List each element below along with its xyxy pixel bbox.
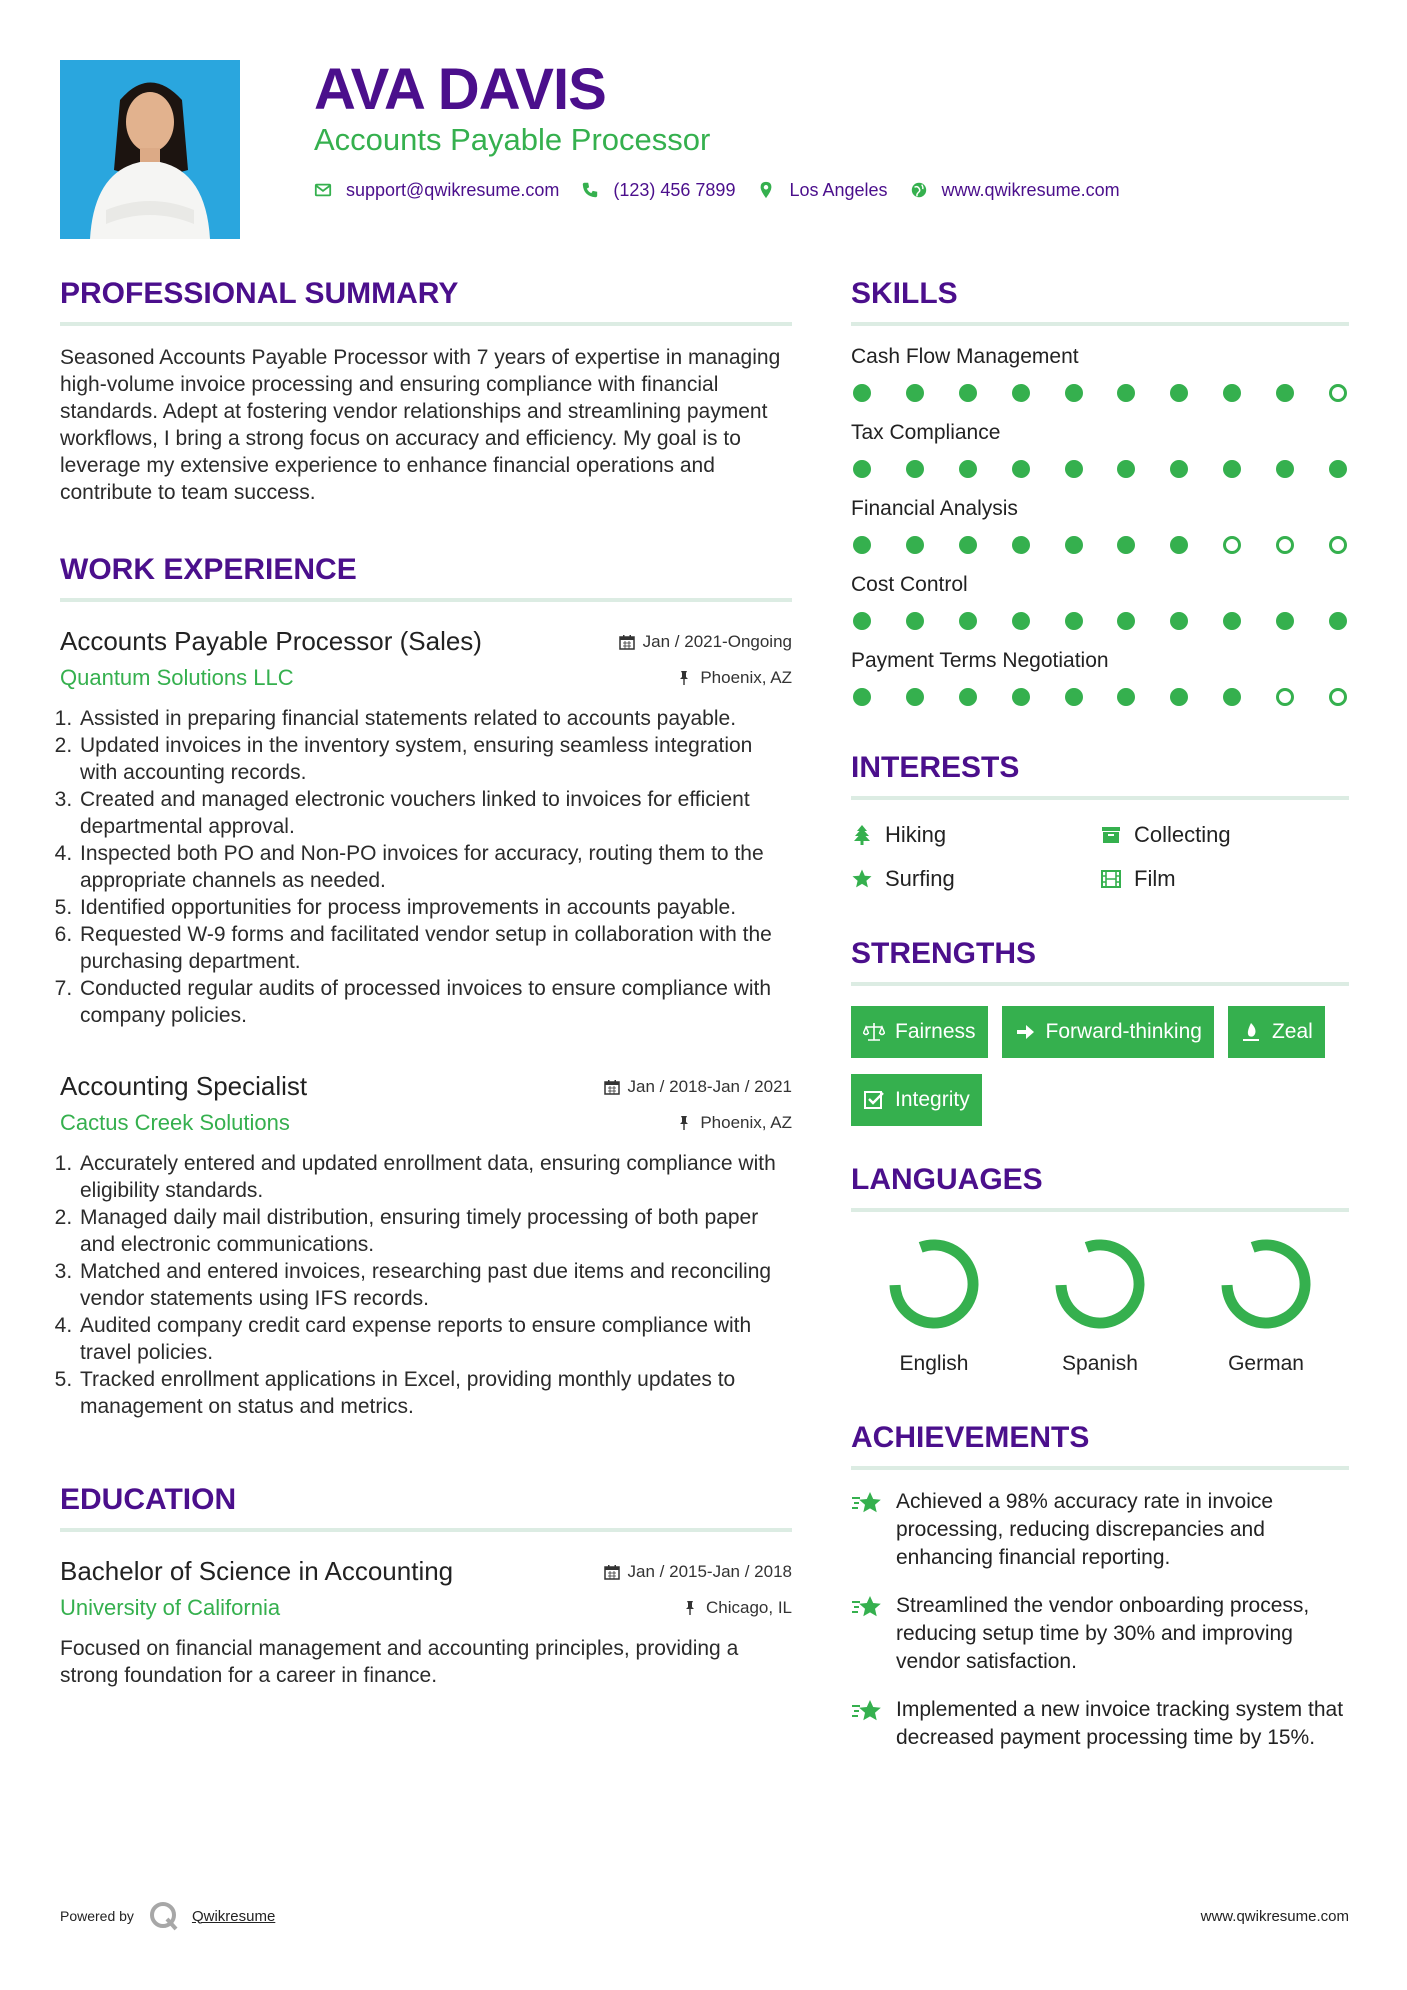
summary-text: Seasoned Accounts Payable Processor with 7 years of expertise in managing high-volume invoice processing and ensuring compliance with financial standards. Adept at fostering vendor relationships and streamlining payment workflows, I bring a strong focus on accuracy and efficiency. My goal is to leverage my extensive experience to enhance financial operations and contribute to team success. (60, 346, 781, 504)
job-location (676, 1113, 792, 1133)
rating-dot-filled (853, 688, 871, 706)
balance-scale-icon (863, 1021, 885, 1043)
rating-dot-filled (1223, 688, 1241, 706)
language-ring-arc (884, 1234, 984, 1334)
strength-tag (1228, 1006, 1325, 1058)
strength-tag (851, 1006, 988, 1058)
company-name: Quantum Solutions LLC (60, 665, 294, 690)
education-entry (60, 1556, 792, 1689)
tree-icon (851, 824, 873, 846)
rating-dot-filled (853, 612, 871, 630)
calendar-icon (604, 1564, 620, 1580)
qwikresume-logo-icon (148, 1900, 180, 1932)
contact-email[interactable] (314, 180, 559, 201)
skill-item (851, 344, 1349, 402)
rating-dot-filled (1329, 460, 1347, 478)
rating-dot-filled (906, 688, 924, 706)
rating-dot-empty (1329, 384, 1347, 402)
duty-list (60, 1150, 792, 1420)
rating-dot-filled (959, 612, 977, 630)
contact-phone[interactable] (581, 180, 735, 201)
job-title: Accounting Specialist (60, 1071, 308, 1101)
language-name: English (899, 1352, 969, 1375)
skill-name: Cash Flow Management (851, 345, 1079, 368)
duty-list (60, 705, 792, 1029)
education-heading: EDUCATION (60, 1476, 792, 1532)
achievement-item (851, 1488, 1349, 1572)
duty-item: 2. Managed daily mail distribution, ensuring timely processing of both paper and electronic communications. (78, 1204, 792, 1258)
rating-dot-filled (853, 536, 871, 554)
achievement-text: Achieved a 98% accuracy rate in invoice processing, reducing discrepancies and enhancing financial reporting. (896, 1490, 1274, 1569)
arrow-right-icon (1014, 1021, 1036, 1043)
candidate-name: AVA DAVIS (314, 57, 606, 122)
duty-item: 1. Accurately entered and updated enrollment data, ensuring compliance with eligibility standards. (78, 1150, 792, 1204)
job-dates-text: Jan / 2018-Jan / 2021 (627, 1077, 792, 1096)
achievements-section (851, 1414, 1349, 1752)
education-dates (604, 1562, 792, 1582)
rating-dot-filled (1117, 384, 1135, 402)
rating-dot-filled (1170, 612, 1188, 630)
skill-name: Cost Control (851, 573, 968, 596)
envelope-icon (314, 181, 332, 199)
language-item (851, 1234, 1017, 1376)
rating-dot-filled (1012, 612, 1030, 630)
skill-item (851, 496, 1349, 554)
rating-dot-filled (906, 612, 924, 630)
interest-item (851, 866, 1100, 892)
skill-rating (851, 536, 1349, 554)
rating-dot-filled (906, 536, 924, 554)
interests-heading: INTERESTS (851, 744, 1349, 800)
job-entry-1 (60, 626, 792, 1029)
rating-dot-filled (1117, 460, 1135, 478)
profile-photo (60, 60, 240, 239)
candidate-role: Accounts Payable Processor (314, 122, 711, 157)
rating-dot-filled (1117, 612, 1135, 630)
skill-rating (851, 460, 1349, 478)
rating-dot-filled (906, 384, 924, 402)
rating-dot-filled (1329, 612, 1347, 630)
rating-dot-filled (1170, 460, 1188, 478)
strength-label: Forward-thinking (1045, 1020, 1202, 1043)
rating-dot-filled (1012, 460, 1030, 478)
skill-item (851, 572, 1349, 630)
skills-heading: SKILLS (851, 270, 1349, 326)
strengths-list (851, 1006, 1349, 1126)
skill-name: Financial Analysis (851, 497, 1018, 520)
rating-dot-empty (1223, 536, 1241, 554)
interest-item (1100, 866, 1349, 892)
contact-bar (314, 178, 1142, 202)
rating-dot-filled (1223, 612, 1241, 630)
duty-item: 4. Inspected both PO and Non-PO invoices for accuracy, routing them to the appropriate channels as needed. (78, 840, 792, 894)
skills-list (851, 344, 1349, 706)
trophy-star-icon (851, 1594, 883, 1622)
interest-label: Hiking (885, 822, 947, 847)
language-ring (884, 1234, 984, 1334)
duty-item: 7. Conducted regular audits of processed invoices to ensure compliance with company policies. (78, 975, 792, 1029)
archive-icon (1100, 824, 1122, 846)
skill-rating (851, 612, 1349, 630)
degree-title: Bachelor of Science in Accounting (60, 1556, 454, 1586)
language-ring (1216, 1234, 1316, 1334)
duty-item: 5. Identified opportunities for process improvements in accounts payable. (78, 894, 792, 921)
pushpin-icon (676, 1115, 692, 1131)
interests-section (851, 744, 1349, 892)
job-entry-2 (60, 1071, 792, 1420)
interests-grid (851, 822, 1349, 892)
rating-dot-filled (1117, 536, 1135, 554)
interest-item (851, 822, 1100, 848)
email-text: support@qwikresume.com (346, 179, 560, 200)
rating-dot-filled (1065, 384, 1083, 402)
education-location-text: Chicago, IL (706, 1598, 792, 1617)
interest-label: Surfing (885, 866, 955, 891)
rating-dot-filled (959, 688, 977, 706)
strength-label: Zeal (1271, 1020, 1313, 1043)
rating-dot-filled (959, 536, 977, 554)
achievement-text: Streamlined the vendor onboarding process, reducing setup time by 30% and improving vendor satisfaction. (896, 1594, 1310, 1673)
map-marker-icon (757, 181, 775, 199)
skill-item (851, 648, 1349, 706)
job-location-text: Phoenix, AZ (700, 1113, 792, 1132)
skill-rating (851, 688, 1349, 706)
skill-rating (851, 384, 1349, 402)
achievement-text: Implemented a new invoice tracking system that decreased payment processing time by 15%. (896, 1698, 1344, 1749)
qwikresume-link[interactable]: Qwikresume (191, 1907, 276, 1925)
languages-list (851, 1234, 1349, 1376)
rating-dot-empty (1329, 688, 1347, 706)
rating-dot-filled (959, 384, 977, 402)
globe-icon (910, 181, 928, 199)
phone-text: (123) 456 7899 (613, 179, 736, 200)
powered-by-text: Powered by (60, 1908, 134, 1924)
rating-dot-filled (1065, 688, 1083, 706)
rating-dot-filled (1223, 384, 1241, 402)
job-title: Accounts Payable Processor (Sales) (60, 626, 482, 656)
rating-dot-filled (1170, 536, 1188, 554)
duty-item: 3. Matched and entered invoices, researching past due items and reconciling vendor statements using IFS records. (78, 1258, 792, 1312)
experience-section (60, 546, 792, 1420)
trophy-star-icon (851, 1490, 883, 1518)
languages-heading: LANGUAGES (851, 1156, 1349, 1212)
duty-item: 6. Requested W-9 forms and facilitated vendor setup in collaboration with the purchasing department. (78, 921, 792, 975)
contact-location (757, 180, 887, 201)
company-name: Cactus Creek Solutions (60, 1110, 290, 1135)
rating-dot-empty (1329, 536, 1347, 554)
job-dates-text: Jan / 2021-Ongoing (642, 632, 792, 651)
rating-dot-filled (1012, 688, 1030, 706)
duty-item: 4. Audited company credit card expense reports to ensure compliance with travel policies. (78, 1312, 792, 1366)
footer-powered-by (60, 1900, 275, 1932)
achievements-list (851, 1488, 1349, 1752)
rating-dot-filled (906, 460, 924, 478)
education-section (60, 1476, 792, 1689)
rating-dot-filled (853, 384, 871, 402)
job-location (676, 668, 792, 688)
flame-icon (1240, 1021, 1262, 1043)
rating-dot-filled (853, 460, 871, 478)
skill-name: Payment Terms Negotiation (851, 649, 1109, 672)
rating-dot-empty (1276, 688, 1294, 706)
achievements-heading: ACHIEVEMENTS (851, 1414, 1349, 1470)
duty-item: 3. Created and managed electronic vouchers linked to invoices for efficient departmental approval. (78, 786, 792, 840)
pushpin-icon (682, 1600, 698, 1616)
calendar-icon (619, 634, 635, 650)
language-name: Spanish (1062, 1352, 1138, 1375)
rating-dot-filled (1065, 612, 1083, 630)
strength-tag (1002, 1006, 1214, 1058)
duty-item: 2. Updated invoices in the inventory system, ensuring seamless integration with accounting records. (78, 732, 792, 786)
rating-dot-filled (1276, 460, 1294, 478)
job-dates (619, 632, 792, 652)
pushpin-icon (676, 670, 692, 686)
education-dates-text: Jan / 2015-Jan / 2018 (627, 1562, 792, 1581)
rating-dot-filled (1223, 460, 1241, 478)
education-description: Focused on financial management and accounting principles, providing a strong foundation for a career in finance. (60, 1637, 739, 1687)
language-ring-arc (1216, 1234, 1316, 1334)
language-ring-arc (1050, 1234, 1150, 1334)
strengths-heading: STRENGTHS (851, 930, 1349, 986)
achievement-item (851, 1696, 1349, 1752)
education-location (682, 1598, 792, 1618)
achievement-item (851, 1592, 1349, 1676)
language-item (1183, 1234, 1349, 1376)
strengths-section (851, 930, 1349, 1126)
rating-dot-filled (1065, 536, 1083, 554)
interest-label: Film (1134, 866, 1176, 891)
rating-dot-filled (1170, 688, 1188, 706)
summary-section (60, 270, 792, 506)
strength-label: Fairness (895, 1020, 976, 1043)
rating-dot-filled (1012, 536, 1030, 554)
rating-dot-filled (959, 460, 977, 478)
portrait-illustration (60, 60, 240, 239)
duty-item: 5. Tracked enrollment applications in Excel, providing monthly updates to management on status and metrics. (78, 1366, 792, 1420)
contact-website[interactable] (910, 180, 1120, 201)
duty-item: 1. Assisted in preparing financial statements related to accounts payable. (78, 705, 792, 732)
summary-heading: PROFESSIONAL SUMMARY (60, 270, 792, 326)
skills-section (851, 270, 1349, 706)
skill-item (851, 420, 1349, 478)
language-name: German (1228, 1352, 1304, 1375)
interest-label: Collecting (1134, 822, 1231, 847)
rating-dot-filled (1276, 612, 1294, 630)
rating-dot-empty (1276, 536, 1294, 554)
rating-dot-filled (1170, 384, 1188, 402)
school-name: University of California (60, 1595, 281, 1620)
check-square-icon (863, 1089, 885, 1111)
rating-dot-filled (1012, 384, 1030, 402)
location-text: Los Angeles (789, 179, 888, 200)
job-dates (604, 1077, 792, 1097)
footer-website[interactable]: www.qwikresume.com (1200, 1908, 1349, 1925)
star-icon (851, 868, 873, 890)
strength-label: Integrity (895, 1088, 970, 1111)
rating-dot-filled (1065, 460, 1083, 478)
rating-dot-filled (1117, 688, 1135, 706)
left-column (60, 270, 792, 1689)
skill-name: Tax Compliance (851, 421, 1001, 444)
film-icon (1100, 868, 1122, 890)
experience-heading: WORK EXPERIENCE (60, 546, 792, 602)
interest-item (1100, 822, 1349, 848)
right-column (851, 270, 1349, 1752)
rating-dot-filled (1276, 384, 1294, 402)
calendar-icon (604, 1079, 620, 1095)
strength-tag (851, 1074, 982, 1126)
language-item (1017, 1234, 1183, 1376)
language-ring (1050, 1234, 1150, 1334)
website-text: www.qwikresume.com (941, 179, 1120, 200)
phone-icon (581, 181, 599, 199)
trophy-star-icon (851, 1698, 883, 1726)
job-location-text: Phoenix, AZ (700, 668, 792, 687)
languages-section (851, 1156, 1349, 1376)
